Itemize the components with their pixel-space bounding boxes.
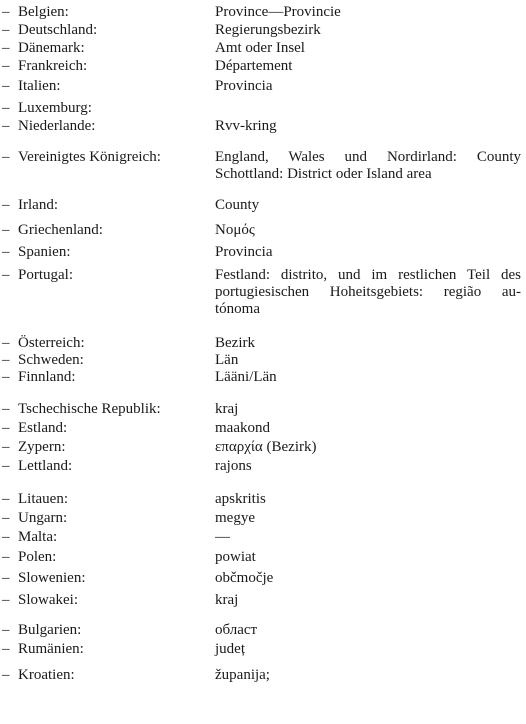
unit-value [215,58,521,75]
list-dash: – [2,570,10,586]
unit-line: England, Wales und Nordirland: County [215,149,521,165]
list-dash: – [2,244,10,260]
unit-value [215,510,521,527]
unit-line: επαρχία (Bezirk) [215,439,317,455]
unit-line: Lääni/Län [215,369,277,385]
country-name: Luxemburg: [18,100,92,116]
country-name: Niederlande: [18,118,96,134]
unit-line: apskritis [215,491,266,507]
unit-line: Provincia [215,244,273,260]
country-name: Irland: [18,197,58,213]
unit-value [215,622,521,639]
list-dash: – [2,622,10,638]
unit-value [215,570,521,587]
list-dash: – [2,118,10,134]
unit-line: Νομός [215,222,255,238]
list-dash: – [2,335,10,351]
unit-line: Provincia [215,78,273,94]
country-name: Lettland: [18,458,73,474]
unit-line: kraj [215,592,239,608]
unit-line: portugiesischen Hoheitsgebiets: região au- [215,284,521,300]
country-name: Polen: [18,549,57,565]
list-dash: – [2,667,10,683]
unit-line: County [215,197,260,213]
country-name: Dänemark: [18,40,85,56]
list-dash: – [2,592,10,608]
unit-value [215,222,521,239]
unit-value [215,22,521,39]
unit-line: област [215,622,258,638]
unit-value [215,401,521,418]
country-name: Spanien: [18,244,71,260]
unit-value [215,529,521,546]
unit-value [215,40,521,57]
unit-value [215,458,521,475]
unit-line: kraj [215,401,239,417]
list-dash: – [2,197,10,213]
list-dash: – [2,100,10,116]
list-dash: – [2,222,10,238]
unit-value [215,335,521,352]
list-dash: – [2,529,10,545]
country-name: Zypern: [18,439,66,455]
list-dash: – [2,401,10,417]
list-dash: – [2,369,10,385]
country-name: Deutschland: [18,22,98,38]
unit-value [215,491,521,508]
unit-line: — [215,529,230,545]
unit-value [215,352,521,369]
country-name: Schweden: [18,352,84,368]
unit-line: maakond [215,420,270,436]
list-dash: – [2,78,10,94]
unit-value [215,641,521,658]
country-name: Vereinigtes Königreich: [18,149,161,165]
unit-value [215,149,521,183]
list-dash: – [2,4,10,20]
unit-line: občmočje [215,570,274,586]
country-name: Griechenland: [18,222,103,238]
unit-line: Schottland: District oder Island area [215,166,432,182]
unit-line: Regierungsbezirk [215,22,321,38]
unit-line: tónoma [215,301,260,317]
unit-value [215,667,521,684]
unit-line: Amt oder Insel [215,40,305,56]
list-dash: – [2,439,10,455]
list-dash: – [2,641,10,657]
list-dash: – [2,549,10,565]
unit-line: Rvv-kring [215,118,277,134]
unit-value [215,369,521,386]
unit-value [215,267,521,318]
country-name: Slowakei: [18,592,78,608]
unit-line: Festland: distrito, und im restlichen Teil des [215,267,521,283]
country-name: Belgien: [18,4,69,20]
country-name: Malta: [18,529,58,545]
country-name: Italien: [18,78,61,94]
unit-line: județ [215,641,245,657]
unit-value [215,244,521,261]
list-dash: – [2,510,10,526]
list-dash: – [2,420,10,436]
country-name: Slowenien: [18,570,86,586]
country-name: Finnland: [18,369,76,385]
unit-value [215,4,521,21]
unit-line: Län [215,352,239,368]
unit-line: Bezirk [215,335,255,351]
list-dash: – [2,58,10,74]
country-name: Frankreich: [18,58,88,74]
unit-value [215,78,521,95]
unit-line: Province—Provincie [215,4,341,20]
unit-line: županija; [215,667,270,683]
unit-line: powiat [215,549,256,565]
country-name: Estland: [18,420,68,436]
unit-value [215,439,521,456]
list-dash: – [2,149,10,165]
unit-value [215,592,521,609]
list-dash: – [2,458,10,474]
unit-line: rajons [215,458,252,474]
list-dash: – [2,267,10,283]
country-name: Portugal: [18,267,73,283]
unit-line: megye [215,510,255,526]
country-name: Rumänien: [18,641,84,657]
unit-value [215,549,521,566]
unit-value [215,118,521,135]
country-name: Österreich: [18,335,85,351]
unit-value [215,420,521,437]
country-name: Ungarn: [18,510,68,526]
country-name: Kroatien: [18,667,75,683]
list-dash: – [2,40,10,56]
list-dash: – [2,491,10,507]
list-dash: – [2,352,10,368]
list-dash: – [2,22,10,38]
country-name: Tschechische Republik: [18,401,161,417]
unit-value [215,197,521,214]
unit-line: Département [215,58,293,74]
country-name: Bulgarien: [18,622,82,638]
country-name: Litauen: [18,491,68,507]
